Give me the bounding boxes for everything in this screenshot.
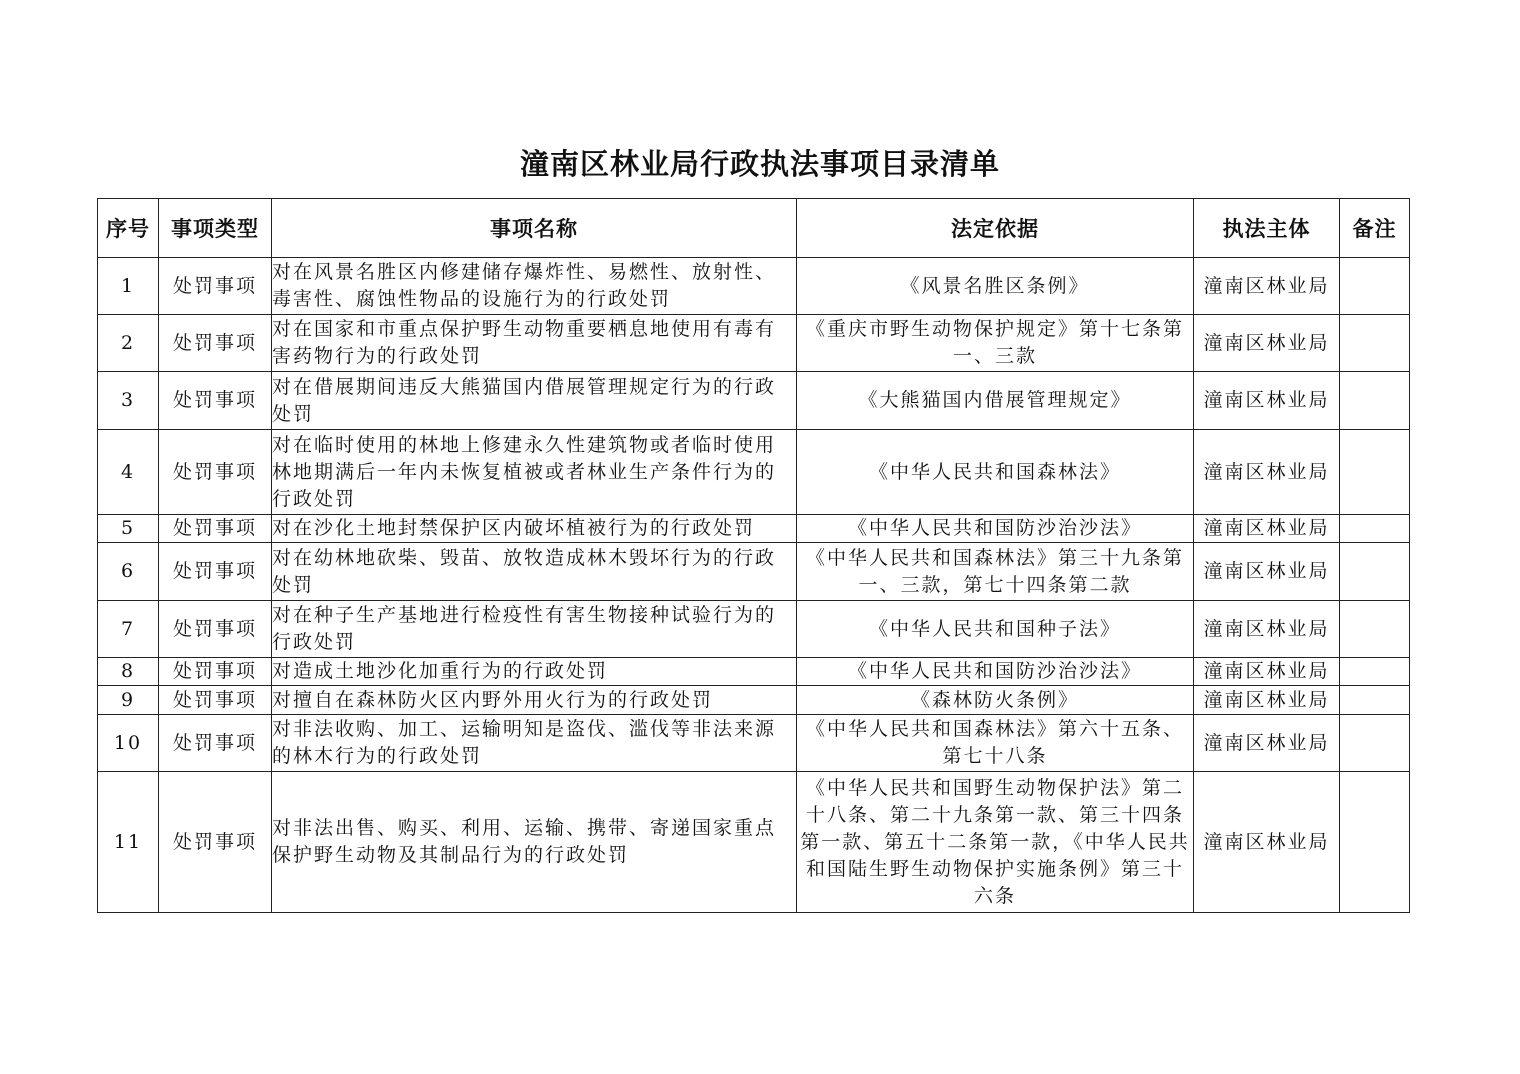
cell-legal-basis: 《中华人民共和国森林法》第三十九条第一、三款，第七十四条第二款: [797, 543, 1194, 601]
cell-remarks: [1340, 686, 1410, 715]
cell-item-name: 对在借展期间违反大熊猫国内借展管理规定行为的行政处罚: [272, 372, 797, 430]
table-row: [98, 315, 1410, 372]
cell-serial-number: 9: [98, 686, 159, 715]
cell-item-name: 对在风景名胜区内修建储存爆炸性、易燃性、放射性、毒害性、腐蚀性物品的设施行为的行政处罚: [272, 258, 797, 315]
cell-remarks: [1340, 601, 1410, 658]
cell-serial-number: 11: [98, 772, 159, 913]
cell-legal-basis: 《大熊猫国内借展管理规定》: [797, 372, 1194, 430]
cell-item-name: 对在沙化土地封禁保护区内破坏植被行为的行政处罚: [272, 515, 797, 543]
cell-item-type: 处罚事项: [159, 543, 272, 601]
cell-legal-basis: 《中华人民共和国防沙治沙法》: [797, 658, 1194, 686]
cell-enforcement-agency: 潼南区林业局: [1194, 601, 1340, 658]
table-header-row: [98, 199, 1410, 258]
table-row: [98, 543, 1410, 601]
cell-item-type: 处罚事项: [159, 515, 272, 543]
cell-enforcement-agency: 潼南区林业局: [1194, 543, 1340, 601]
cell-item-name: 对在幼林地砍柴、毁苗、放牧造成林木毁坏行为的行政处罚: [272, 543, 797, 601]
cell-remarks: [1340, 430, 1410, 515]
cell-item-type: 处罚事项: [159, 430, 272, 515]
cell-item-name: 对在临时使用的林地上修建永久性建筑物或者临时使用林地期满后一年内未恢复植被或者林业生产条件行为的行政处罚: [272, 430, 797, 515]
cell-remarks: [1340, 658, 1410, 686]
cell-enforcement-agency: 潼南区林业局: [1194, 315, 1340, 372]
cell-legal-basis: 《重庆市野生动物保护规定》第十七条第一、三款: [797, 315, 1194, 372]
cell-enforcement-agency: 潼南区林业局: [1194, 372, 1340, 430]
cell-item-name: 对在国家和市重点保护野生动物重要栖息地使用有毒有害药物行为的行政处罚: [272, 315, 797, 372]
cell-item-name: 对非法出售、购买、利用、运输、携带、寄递国家重点保护野生动物及其制品行为的行政处罚: [272, 772, 797, 913]
cell-item-type: 处罚事项: [159, 601, 272, 658]
document-title: 潼南区林业局行政执法事项目录清单: [519, 147, 1000, 181]
header-item-type: 事项类型: [159, 199, 272, 258]
table-row: [98, 601, 1410, 658]
cell-legal-basis: 《中华人民共和国森林法》: [797, 430, 1194, 515]
cell-item-type: 处罚事项: [159, 715, 272, 772]
header-serial-number: 序号: [98, 199, 159, 258]
cell-serial-number: 10: [98, 715, 159, 772]
cell-item-name: 对在种子生产基地进行检疫性有害生物接种试验行为的行政处罚: [272, 601, 797, 658]
cell-enforcement-agency: 潼南区林业局: [1194, 715, 1340, 772]
table-row: [98, 686, 1410, 715]
header-legal-basis: 法定依据: [797, 199, 1194, 258]
cell-item-name: 对擅自在森林防火区内野外用火行为的行政处罚: [272, 686, 797, 715]
cell-enforcement-agency: 潼南区林业局: [1194, 258, 1340, 315]
table-row: [98, 372, 1410, 430]
cell-serial-number: 2: [98, 315, 159, 372]
cell-item-type: 处罚事项: [159, 686, 272, 715]
table-row: [98, 772, 1410, 913]
cell-item-type: 处罚事项: [159, 372, 272, 430]
cell-enforcement-agency: 潼南区林业局: [1194, 658, 1340, 686]
cell-remarks: [1340, 543, 1410, 601]
table-row: [98, 258, 1410, 315]
cell-serial-number: 4: [98, 430, 159, 515]
table-row: [98, 515, 1410, 543]
cell-item-name: 对造成土地沙化加重行为的行政处罚: [272, 658, 797, 686]
cell-item-type: 处罚事项: [159, 315, 272, 372]
cell-legal-basis: 《中华人民共和国防沙治沙法》: [797, 515, 1194, 543]
header-enforcement-agency: 执法主体: [1194, 199, 1340, 258]
table-row: [98, 430, 1410, 515]
cell-legal-basis: 《中华人民共和国种子法》: [797, 601, 1194, 658]
cell-item-name: 对非法收购、加工、运输明知是盗伐、滥伐等非法来源的林木行为的行政处罚: [272, 715, 797, 772]
cell-serial-number: 5: [98, 515, 159, 543]
cell-item-type: 处罚事项: [159, 658, 272, 686]
cell-remarks: [1340, 515, 1410, 543]
table-row: [98, 658, 1410, 686]
cell-legal-basis: 《风景名胜区条例》: [797, 258, 1194, 315]
cell-serial-number: 6: [98, 543, 159, 601]
cell-item-type: 处罚事项: [159, 258, 272, 315]
cell-remarks: [1340, 772, 1410, 913]
cell-legal-basis: 《中华人民共和国森林法》第六十五条、第七十八条: [797, 715, 1194, 772]
cell-enforcement-agency: 潼南区林业局: [1194, 686, 1340, 715]
cell-item-type: 处罚事项: [159, 772, 272, 913]
cell-serial-number: 8: [98, 658, 159, 686]
cell-serial-number: 3: [98, 372, 159, 430]
cell-legal-basis: 《森林防火条例》: [797, 686, 1194, 715]
cell-enforcement-agency: 潼南区林业局: [1194, 772, 1340, 913]
cell-serial-number: 7: [98, 601, 159, 658]
table-row: [98, 715, 1410, 772]
cell-serial-number: 1: [98, 258, 159, 315]
header-item-name: 事项名称: [272, 199, 797, 258]
cell-remarks: [1340, 315, 1410, 372]
header-remarks: 备注: [1340, 199, 1410, 258]
cell-remarks: [1340, 372, 1410, 430]
cell-enforcement-agency: 潼南区林业局: [1194, 430, 1340, 515]
cell-remarks: [1340, 715, 1410, 772]
enforcement-catalog-table: [97, 198, 1410, 913]
cell-enforcement-agency: 潼南区林业局: [1194, 515, 1340, 543]
cell-legal-basis: 《中华人民共和国野生动物保护法》第二十八条、第二十九条第一款、第三十四条第一款、第五十二条第一款，《中华人民共和国陆生野生动物保护实施条例》第三十六条: [797, 772, 1194, 913]
cell-remarks: [1340, 258, 1410, 315]
